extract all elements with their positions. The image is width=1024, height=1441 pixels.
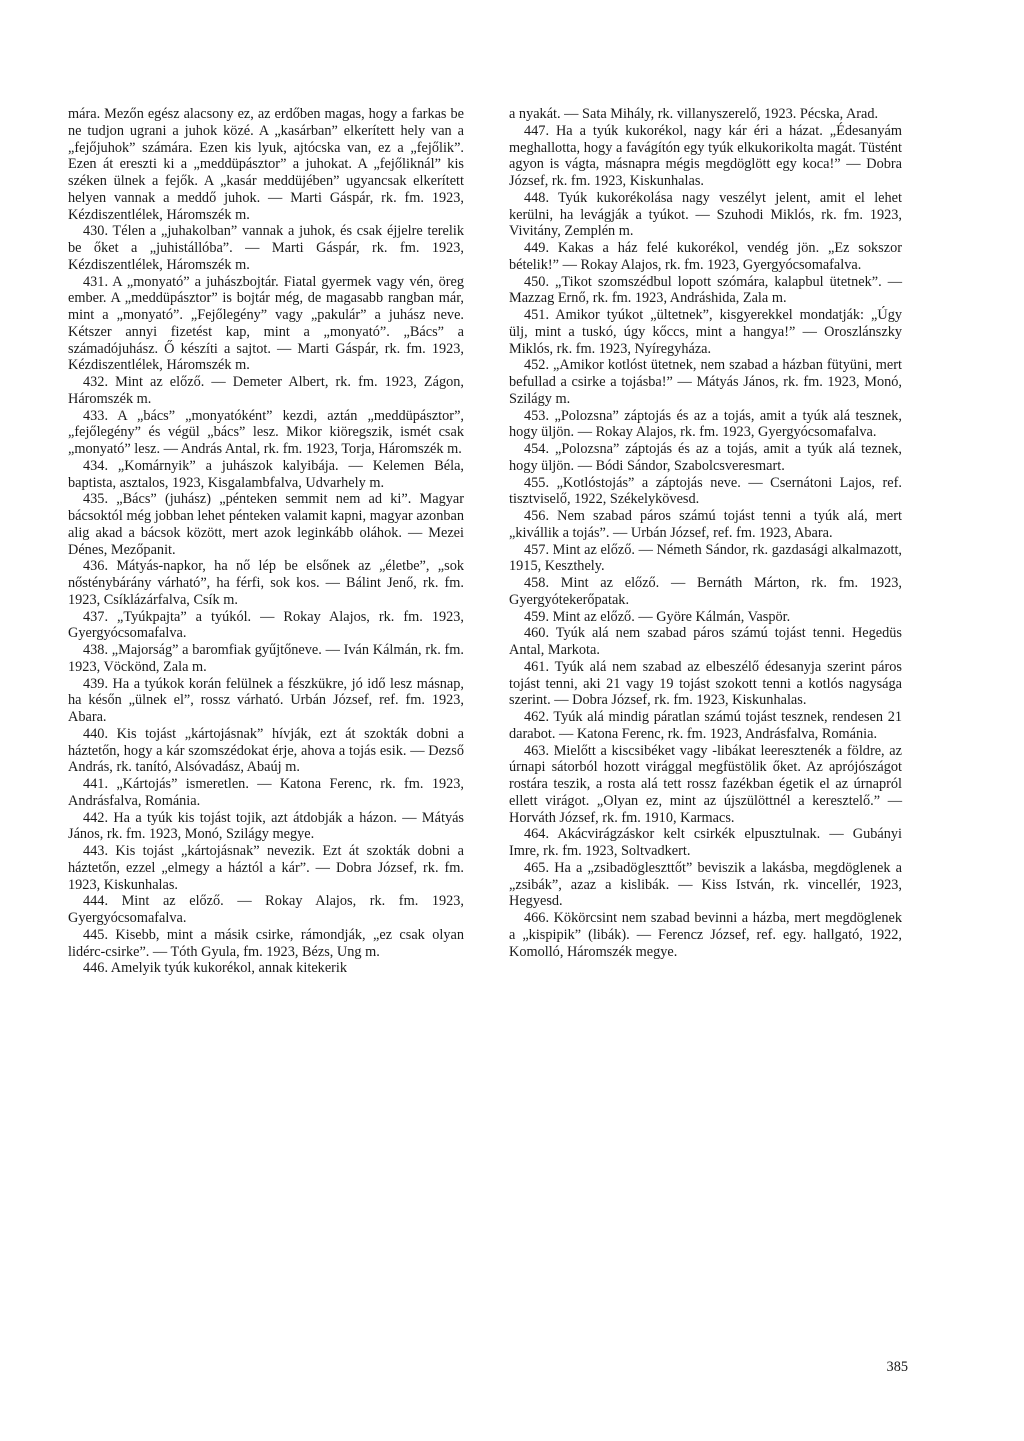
entry-464: 464. Akácvirágzáskor kelt csirkék elpusztulnak. — Gubányi Imre, rk. fm. 1923, Soltvadkert. — [509, 826, 902, 859]
entry-431: 431. A „monyató” a juhászbojtár. Fiatal gyermek vagy vén, öreg ember. A „meddüpásztor” is bojtár még, de magasabb rangban már, mint a „monyató”. „Fejőlegény” vagy „pakulár” a juhász neve. Kétszer annyi fizetést kap, mint a „monyató”. „Bács” a számadójuhász. Ő készíti a sajtot. — Marti Gáspár, rk. fm. 1923, Kézdiszentlélek, Háromszék m. — [68, 273, 464, 374]
page-number: 385 — [886, 1359, 908, 1375]
entry-440: 440. Kis tojást „kártojásnak” hívják, ezt át szokták dobni a háztetőn, hogy a kár szomszédokat érje, ahova a tojás esik. — Dezső András, rk. tanító, Alsóvadász, Abaúj m. — [68, 725, 464, 776]
entry-443: 443. Kis tojást „kártojásnak” nevezik. Ezt át szokták dobni a háztetőn, ezzel „elmegy a háztól a kár”. — Dobra József, rk. fm. 1923, Kiskunhalas. — [68, 843, 464, 893]
entry-461: 461. Tyúk alá nem szabad az elbeszélő édesanyja szerint páros tojást tenni, aki 21 vagy 19 tojást szokott tenni a kotlós nagysága szerint. — Dobra József, rk. fm. 1923, Kiskunhalas. — [509, 658, 902, 709]
entry-444: 444. Mint az előző. — Rokay Alajos, rk. fm. 1923, Gyergyócsomafalva. — [68, 893, 464, 926]
entry-446: 446. Amelyik tyúk kukorékol, annak kitekerik — [83, 960, 348, 977]
paragraph: a nyakát. — Sata Mihály, rk. villanyszerelő, 1923. Pécska, Arad. — [509, 106, 879, 122]
entry-460: 460. Tyúk alá nem szabad páros számú tojást tenni. Hegedüs Antal, Markota. — [509, 625, 902, 658]
entry-455: 455. „Kotlóstojás” a záptojás neve. — Csernátoni Lajos, ref. tisztviselő, 1922, Székelykövesd. — [509, 474, 902, 508]
entry-465: 465. Ha a „zsibadögleszttőt” beviszik a lakásba, megdöglenek a „zsibák”, azaz a kislibák. — Kiss István, rk. vincellér, 1923, Hegyesd. — [509, 859, 902, 910]
entry-434: 434. „Komárnyik” a juhászok kalyibája. — Kelemen Béla, baptista, asztalos, 1923, Kisgalambfalva, Udvarhely m. — [68, 457, 464, 491]
entry-432: 432. Mint az előző. — Demeter Albert, rk. fm. 1923, Zágon, Háromszék m. — [68, 374, 464, 407]
entry-450: 450. „Tikot szomszédbul lopott szómára, kalapbul ütetnek”. — Mazzag Ernő, rk. fm. 1923, Andráshida, Zala m. — [509, 273, 902, 307]
entry-451: 451. Amikor tyúkot „ültetnek”, kisgyerekkel mondatják: „Úgy ülj, mint a tuskó, úgy kőccs, mint a hangya!” — Oroszlánszky Miklós, rk. fm. 1923, Nyíregyháza. — [509, 307, 902, 357]
entry-435: 435. „Bács” (juhász) „pénteken semmit nem ad ki”. Magyar bácsoktól még jobban lehet pénteken valamit kapni, magyar azonban alig akad a bácsok között, mert azok leginkább oláhok. — Mezei Dénes, Mezőpanit. — [68, 491, 464, 558]
entry-457: 457. Mint az előző. — Németh Sándor, rk. gazdasági alkalmazott, 1915, Keszthely. — [509, 541, 902, 575]
entry-442: 442. Ha a tyúk kis tojást tojik, azt átdobják a házon. — Mátyás János, rk. fm. 1923, Monó, Szilágy megye. — [68, 809, 464, 843]
entry-458: 458. Mint az előző. — Bernáth Márton, rk. fm. 1923, Gyergyótekerőpatak. — [509, 575, 902, 608]
entry-466: 466. Kökörcsint nem szabad bevinni a házba, mert megdöglenek a „kispipik” (libák). — Ferencz József, ref. egy. hallgató, 1922, Komolló, Háromszék megye. — [509, 910, 902, 960]
entry-459: 459. Mint az előző. — Györe Kálmán, Vaspör. — [524, 608, 791, 625]
entry-447: 447. Ha a tyúk kukorékol, nagy kár éri a házat. „Édesanyám meghallotta, hogy a favágítón egy tyúk elkukorikolta magát. Tüstént agyon is vágta, másnapra mégis megdöglött egy koca!” — Dobra József, rk. fm. 1923, Kiskunhalas. — [509, 122, 902, 189]
entry-437: 437. „Tyúkpajta” a tyúkól. — Rokay Alajos, rk. fm. 1923, Gyergyócsomafalva. — [68, 608, 464, 642]
entry-436: 436. Mátyás-napkor, ha nő lép be elsőnek az „életbe”, „sok nősténybárány várható”, ha férfi, sok kos. — Bálint Jenő, rk. fm. 1923, Csíklázárfalva, Csík m. — [68, 558, 464, 608]
entry-430: 430. Télen a „juhakolban” vannak a juhok, és csak éjjelre terelik be őket a „juhistállóba”. — Marti Gáspár, rk. fm. 1923, Kézdiszentlélek, Háromszék m. — [68, 223, 464, 273]
entry-438: 438. „Majorság” a baromfiak gyűjtőneve. — Iván Kálmán, rk. fm. 1923, Vöckönd, Zala m. — [68, 642, 464, 675]
entry-463: 463. Mielőtt a kiscsibéket vagy -libákat leeresztenék a földre, az úrnapi sátorból hozott virággal megfüstölik őket. Az aprójószágot rostára teszik, a rosta alá tett rossz fazékban égetik el az úrnapról ellett virágot. „Olyan ez, mint az újszülöttnél a keresztelő.” — Horváth József, rk. fm. 1910, Karmacs. — [509, 742, 902, 826]
entry-441: 441. „Kártojás” ismeretlen. — Katona Ferenc, rk. fm. 1923, Andrásfalva, Románia. — [68, 776, 464, 809]
right-column — [509, 106, 902, 960]
entry-449: 449. Kakas a ház felé kukorékol, vendég jön. „Ez sokszor bételik!” — Rokay Alajos, rk. fm. 1923, Gyergyócsomafalva. — [509, 240, 902, 273]
entry-445: 445. Kisebb, mint a másik csirke, rámondják, „ez csak olyan lidérc-csirke”. — Tóth Gyula, fm. 1923, Bézs, Ung m. — [68, 926, 464, 960]
left-column — [68, 106, 464, 977]
entry-453: 453. „Polozsna” záptojás és az a tojás, amit a tyúk alá tesznek, hogy üljön. — Rokay Alajos, rk. fm. 1923, Gyergyócsomafalva. — [509, 407, 902, 441]
entry-452: 452. „Amikor kotlóst ütetnek, nem szabad a házban fütyüni, mert befullad a csirke a tojásba!” — Mátyás János, rk. fm. 1923, Monó, Szilágy m. — [509, 357, 902, 407]
paragraph: mára. Mezőn egész alacsony ez, az erdőben magas, hogy a farkas be ne tudjon ugrani a juhok közé. A „kasárban” elkerített hely van a „fejőjuhok” számára. Ezen kis lyuk, ajtócska van, ez a „fejőlik”. Ezen át ereszti ki a „meddüpásztor” a juhokat. A „fejőliknál” kis széken ülnek a fejők. A „kasár meddüjében” ugyancsak elkerített helyen vannak a meddő juhok. — Marti Gáspár, rk. fm. 1923, Kézdiszentlélek, Háromszék m. — [68, 106, 464, 223]
entry-462: 462. Tyúk alá mindig páratlan számú tojást tesznek, rendesen 21 darabot. — Katona Ferenc, rk. fm. 1923, Andrásfalva, Románia. — [509, 709, 902, 742]
entry-448: 448. Tyúk kukorékolása nagy veszélyt jelent, amit el lehet kerülni, ha levágják a tyúkot. — Szuhodi Miklós, rk. fm. 1923, Vivitány, Zemplén m. — [509, 189, 902, 240]
entry-456: 456. Nem szabad páros számú tojást tenni a tyúk alá, mert „kivállik a tojás”. — Urbán József, ref. fm. 1923, Abara. — [509, 508, 902, 541]
entry-439: 439. Ha a tyúkok korán felülnek a fészkükre, jó idő lesz másnap, ha későn „ülnek el”, rossz várható. Urbán József, ref. fm. 1923, Abara. — [68, 675, 464, 725]
entry-433: 433. A „bács” „monyatóként” kezdi, aztán „meddüpásztor”, „fejőlegény” és végül „bács” lesz. Mikor kiöregszik, ismét csak „monyató” lesz. — András Antal, rk. fm. 1923, Torja, Háromszék m. — [68, 407, 464, 457]
entry-454: 454. „Polozsna” záptojás és az a tojás, amit a tyúk alá teznek, hogy üljön. — Bódi Sándor, Szabolcsveresmart. — [509, 441, 902, 474]
